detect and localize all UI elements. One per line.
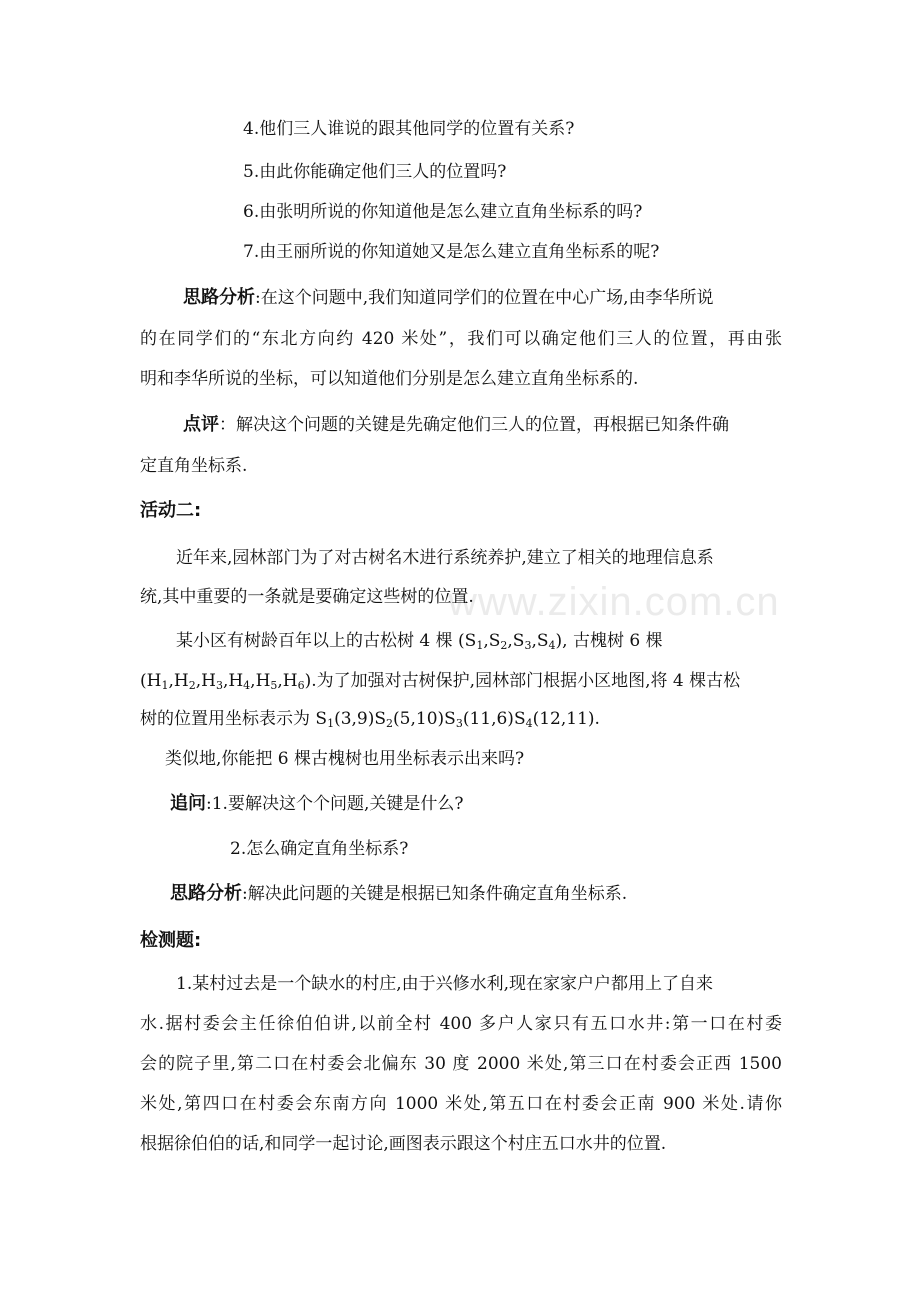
- comment-line: 定直角坐标系.: [140, 456, 248, 476]
- analysis-line: 明和李华所说的坐标，可以知道他们分别是怎么建立直角坐标系的.: [140, 369, 639, 389]
- coordinate: (12,11): [532, 709, 595, 729]
- analysis-2-line: [170, 882, 627, 906]
- question-7: 7.由王丽所说的你知道她又是怎么建立直角坐标系的呢?: [243, 242, 660, 262]
- follow-up-question-1: :1.要解决这个个问题,关键是什么?: [206, 794, 464, 814]
- subscript: 4: [243, 679, 251, 692]
- subscript: 2: [386, 717, 394, 730]
- locust-trees-line: $(H_1,H_2,H_3,H_4,H_5,H_6)$.为了加强对古树保护,园林部门根据小区地图,将 4 棵古松: [140, 671, 741, 692]
- subscript: 4: [525, 717, 533, 730]
- follow-up-label: 追问: [170, 793, 206, 814]
- analysis-2-label: 思路分析: [170, 883, 242, 904]
- question-5: 5.由此你能确定他们三人的位置吗?: [243, 162, 507, 182]
- test-line: 会的院子里,第二口在村委会北偏东 30 度 2000 米处,第三口在村委会正西 1500: [140, 1054, 782, 1074]
- activity-2-paragraph-line: 近年来,园林部门为了对古树名木进行系统养护,建立了相关的地理信息系: [176, 548, 714, 568]
- pine-trees-line: 某小区有树龄百年以上的古松树 4 棵 $(S_1,S_2,S_3,S_4)$, 古槐树 6 棵: [176, 631, 663, 652]
- follow-up-question-2: 2.怎么确定直角坐标系?: [230, 839, 409, 859]
- text-segment: ), 古槐树 6 棵: [555, 631, 663, 651]
- analysis-2-text: :解决此问题的关键是根据已知条件确定直角坐标系.: [242, 884, 628, 904]
- comment-label: 点评: [183, 414, 219, 435]
- analysis-paragraph-line: [183, 286, 714, 310]
- subscript: 2: [188, 679, 196, 692]
- subscript: 1: [327, 717, 335, 730]
- test-line: 1.某村过去是一个缺水的村庄,由于兴修水利,现在家家户户都用上了自来: [176, 974, 714, 994]
- comment-text: ：解决这个问题的关键是先确定他们三人的位置，再根据已知条件确: [219, 415, 729, 435]
- subscript: 3: [215, 679, 223, 692]
- test-heading: 检测题:: [140, 930, 202, 951]
- coordinate: (11,6): [462, 709, 514, 729]
- activity-2-question: 类似地,你能把 6 棵古槐树也用坐标表示出来吗?: [165, 749, 525, 769]
- subscript: 1: [161, 679, 169, 692]
- analysis-text: :在这个问题中,我们知道同学们的位置在中心广场,由李华所说: [255, 288, 714, 308]
- coordinate: (3,9): [334, 709, 375, 729]
- coordinates-line: 树的位置用坐标表示为 $S_1(3,9)S_2(5,10)S_3(11,6)S_4(12,11)$.: [140, 709, 600, 730]
- question-4: 4.他们三人谁说的跟其他同学的位置有关系?: [243, 119, 575, 139]
- text-segment: 树的位置用坐标表示为: [140, 709, 316, 729]
- subscript: 1: [476, 639, 484, 652]
- analysis-line: 的在同学们的“东北方向约 420 米处”，我们可以确定他们三人的位置，再由张: [140, 329, 782, 349]
- text-segment: .: [594, 709, 600, 729]
- activity-2-paragraph-line: 统,其中重要的一条就是要确定这些树的位置.: [140, 587, 474, 607]
- test-line: 水.据村委会主任徐伯伯讲,以前全村 400 多户人家只有五口水井:第一口在村委: [140, 1014, 782, 1034]
- coordinate: (5,10): [393, 709, 445, 729]
- watermark: www.zixin.com.cn: [448, 580, 780, 624]
- test-line: 米处,第四口在村委会东南方向 1000 米处,第五口在村委会正南 900 米处.请你: [140, 1094, 782, 1114]
- test-line: 根据徐伯伯的话,和同学一起讨论,画图表示跟这个村庄五口水井的位置.: [140, 1134, 667, 1154]
- subscript: 3: [455, 717, 463, 730]
- analysis-label: 思路分析: [183, 287, 255, 308]
- subscript: 2: [500, 639, 508, 652]
- subscript: 3: [524, 639, 532, 652]
- subscript: 4: [548, 639, 556, 652]
- comment-paragraph-line: [183, 413, 729, 437]
- subscript: 6: [297, 679, 305, 692]
- question-6: 6.由张明所说的你知道他是怎么建立直角坐标系的吗?: [243, 202, 643, 222]
- text-segment: ).为了加强对古树保护,园林部门根据小区地图,将 4 棵古松: [304, 671, 741, 691]
- activity-2-heading: 活动二:: [140, 500, 202, 521]
- subscript: 5: [270, 679, 278, 692]
- follow-up-line: [170, 792, 463, 816]
- text-segment: 某小区有树龄百年以上的古松树 4 棵 (S: [176, 631, 477, 651]
